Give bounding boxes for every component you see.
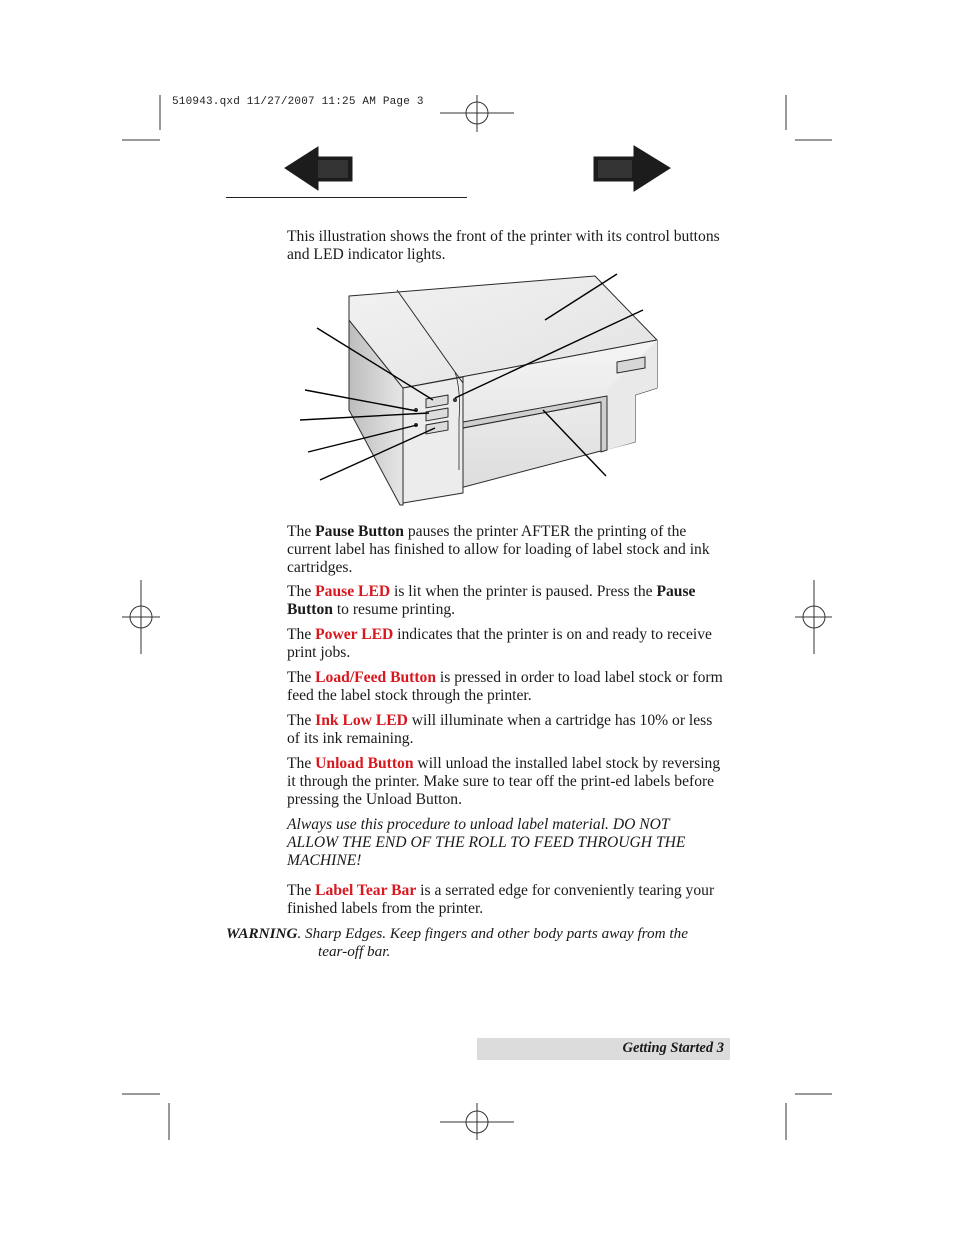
warning-line2: tear-off bar. — [318, 943, 391, 960]
warning-line1: Sharp Edges. Keep fingers and other body parts away from the — [305, 925, 688, 942]
power-led-text: The Power LED indicates that the printer is on and ready to receive print jobs. — [287, 626, 712, 661]
printer-illustration — [295, 270, 675, 515]
pause-led-text: The Pause LED is lit when the printer is paused. Press the Pause Button to resume printing. — [287, 583, 696, 618]
footer-bar — [477, 1038, 730, 1060]
unload-note: Always use this procedure to unload label material. DO NOT ALLOW THE END OF THE ROLL TO FEED THROUGH THE MACHINE! — [287, 816, 686, 869]
back-arrow-icon[interactable] — [285, 147, 352, 190]
footer-page-label: Getting Started 3 — [622, 1040, 724, 1056]
warning-note: WARNING. Sharp Edges. Keep fingers and other body parts away from the tear-off bar. — [226, 925, 736, 961]
header-rule — [226, 197, 467, 198]
intro-text: This illustration shows the front of the printer with its control buttons and LED indicator lights. — [287, 228, 720, 263]
ink-low-text: The Ink Low LED will illuminate when a cartridge has 10% or less of its ink remaining. — [287, 712, 713, 747]
load-feed-text: The Load/Feed Button is pressed in order to load label stock or form feed the label stock through the printer. — [287, 669, 723, 704]
warning-label: WARNING — [226, 925, 298, 942]
tear-bar-text: The Label Tear Bar is a serrated edge for conveniently tearing your finished labels from the printer. — [287, 882, 715, 917]
unload-button-text: The Unload Button will unload the installed label stock by reversing it through the printer. Make sure to tear off the print-ed labels before pressing the Unload Button. — [287, 755, 721, 808]
slug-line: 510943.qxd 11/27/2007 11:25 AM Page 3 — [172, 96, 424, 108]
forward-arrow-icon[interactable] — [594, 146, 670, 191]
pause-button-text: The Pause Button pauses the printer AFTER the printing of the current label has finished to allow for loading of label stock and ink cartridges. — [287, 523, 710, 576]
